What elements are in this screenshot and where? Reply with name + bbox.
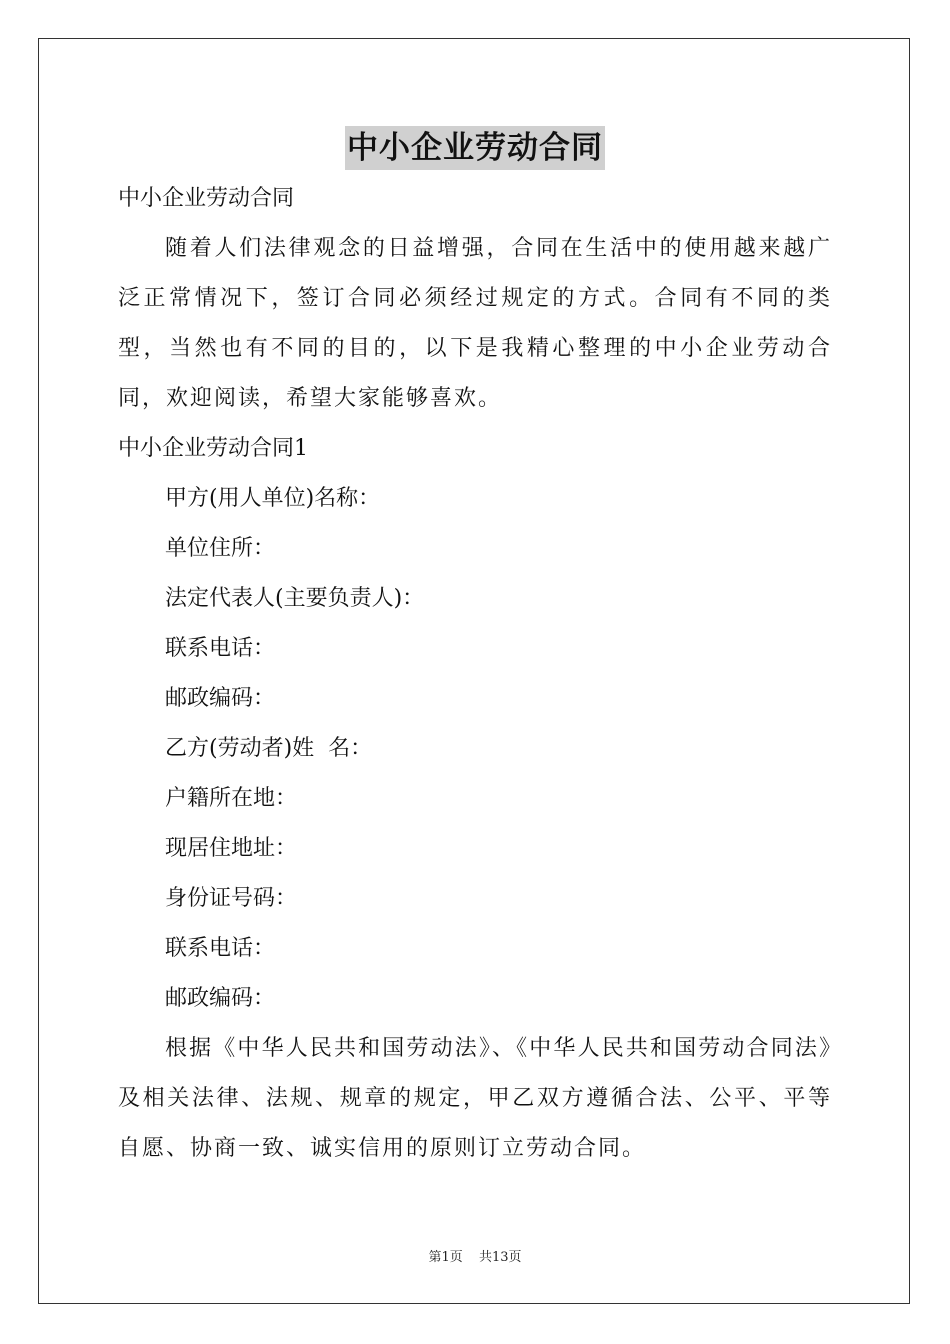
field-party-a-address: 单位住所： bbox=[165, 536, 276, 561]
field-legal-representative: 法定代表人(主要负责人)： bbox=[165, 586, 425, 611]
field-party-b-name: 乙方(劳动者)姓 名： bbox=[165, 736, 373, 761]
field-current-address: 现居住地址： bbox=[165, 836, 298, 861]
field-party-b-postcode: 邮政编码： bbox=[165, 986, 276, 1011]
title-container bbox=[0, 126, 950, 170]
document-subtitle: 中小企业劳动合同 bbox=[118, 186, 295, 211]
page-footer bbox=[0, 1246, 950, 1265]
field-party-b-phone: 联系电话： bbox=[165, 936, 276, 961]
field-id-number: 身份证号码： bbox=[165, 886, 298, 911]
intro-paragraph: 随着人们法律观念的日益增强，合同在生活中的使用越来越广泛正常情况下，签订合同必须经过规定的方式。合同有不同的类型，当然也有不同的目的，以下是我精心整理的中小企业劳动合同，欢迎阅读，希望大家能够喜欢。 bbox=[118, 236, 832, 411]
legal-basis-paragraph: 根据《中华人民共和国劳动法》、《中华人民共和国劳动合同法》及相关法律、法规、规章的规定，甲乙双方遵循合法、公平、平等自愿、协商一致、诚实信用的原则订立劳动合同。 bbox=[118, 1036, 832, 1161]
document-title: 中小企业劳动合同 bbox=[345, 126, 605, 170]
field-household-registration: 户籍所在地： bbox=[165, 786, 298, 811]
page-number: 第1页 bbox=[428, 1250, 463, 1265]
section-heading: 中小企业劳动合同1 bbox=[118, 436, 308, 461]
page-total: 共13页 bbox=[478, 1250, 522, 1265]
field-party-a-postcode: 邮政编码： bbox=[165, 686, 276, 711]
document-body bbox=[118, 174, 832, 1174]
field-party-a-name: 甲方(用人单位)名称： bbox=[165, 486, 381, 511]
field-party-a-phone: 联系电话： bbox=[165, 636, 276, 661]
